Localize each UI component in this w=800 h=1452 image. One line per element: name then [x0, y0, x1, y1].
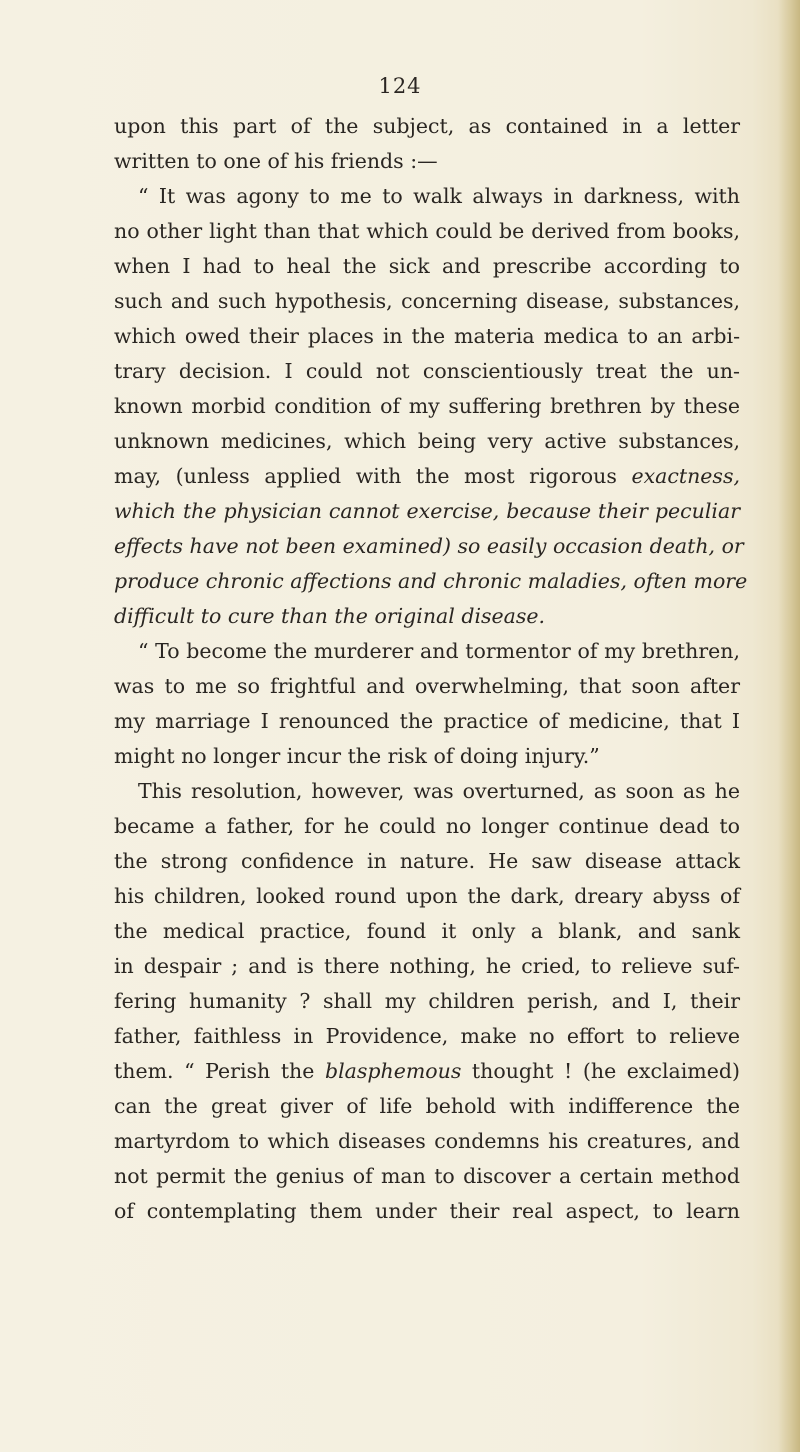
text-line: my marriage I renounced the practice of medicine, that I: [114, 709, 740, 733]
text-line: martyrdom to which diseases condemns his creatures, and: [114, 1129, 740, 1153]
italic-text: exactness,: [631, 464, 740, 488]
text-line: no other light than that which could be derived from books,: [114, 219, 740, 243]
text-line: the medical practice, found it only a blank, and sank: [114, 919, 740, 943]
text-line: This resolution, however, was overturned, as soon as he: [138, 779, 740, 803]
text-segment: may, (unless applied with the most rigorous: [114, 464, 617, 488]
text-line: upon this part of the subject, as contained in a letter: [114, 114, 740, 138]
text-line: father, faithless in Providence, make no effort to relieve: [114, 1024, 740, 1048]
body-text: [114, 109, 748, 1229]
text-line: written to one of his friends :—: [114, 149, 438, 173]
italic-line: difficult to cure than the original disease.: [114, 604, 546, 628]
italic-line: which the physician cannot exercise, because their peculiar: [114, 499, 740, 523]
text-line: which owed their places in the materia medica to an arbi-: [114, 324, 740, 348]
text-line: “ To become the murderer and tormentor of my brethren,: [138, 639, 740, 663]
text-line: not permit the genius of man to discover a certain method: [114, 1164, 740, 1188]
italic-line: produce chronic affections and chronic maladies, often more: [114, 569, 748, 593]
text-line: was to me so frightful and overwhelming, that soon after: [114, 674, 740, 698]
text-line: known morbid condition of my suffering brethren by these: [114, 394, 740, 418]
italic-line: effects have not been examined) so easily occasion death, or: [114, 534, 744, 558]
text-line: when I had to heal the sick and prescribe according to: [114, 254, 740, 278]
text-segment: them. “ Perish the: [114, 1059, 315, 1083]
text-line: the strong confidence in nature. He saw disease attack: [114, 849, 740, 873]
text-line: can the great giver of life behold with indifference the: [114, 1094, 740, 1118]
page-number: 124: [378, 74, 422, 98]
text-line: of contemplating them under their real aspect, to learn: [114, 1199, 740, 1223]
text-line: trary decision. I could not conscientiously treat the un-: [114, 359, 740, 383]
text-segment: thought ! (he exclaimed): [461, 1059, 740, 1083]
text-line: “ It was agony to me to walk always in darkness, with: [138, 184, 740, 208]
text-line: fering humanity ? shall my children perish, and I, their: [114, 989, 740, 1013]
text-line: [114, 1054, 740, 1089]
page-edge-shading: [778, 0, 800, 1452]
text-line: in despair ; and is there nothing, he cried, to relieve suf-: [114, 954, 740, 978]
italic-text: blasphemous: [324, 1059, 462, 1083]
text-line: became a father, for he could no longer continue dead to: [114, 814, 740, 838]
text-line: such and such hypothesis, concerning disease, substances,: [114, 289, 740, 313]
text-line: [114, 459, 740, 494]
text-line: might no longer incur the risk of doing injury.”: [114, 744, 600, 768]
text-line: unknown medicines, which being very active substances,: [114, 429, 740, 453]
text-line: his children, looked round upon the dark, dreary abyss of: [114, 884, 740, 908]
